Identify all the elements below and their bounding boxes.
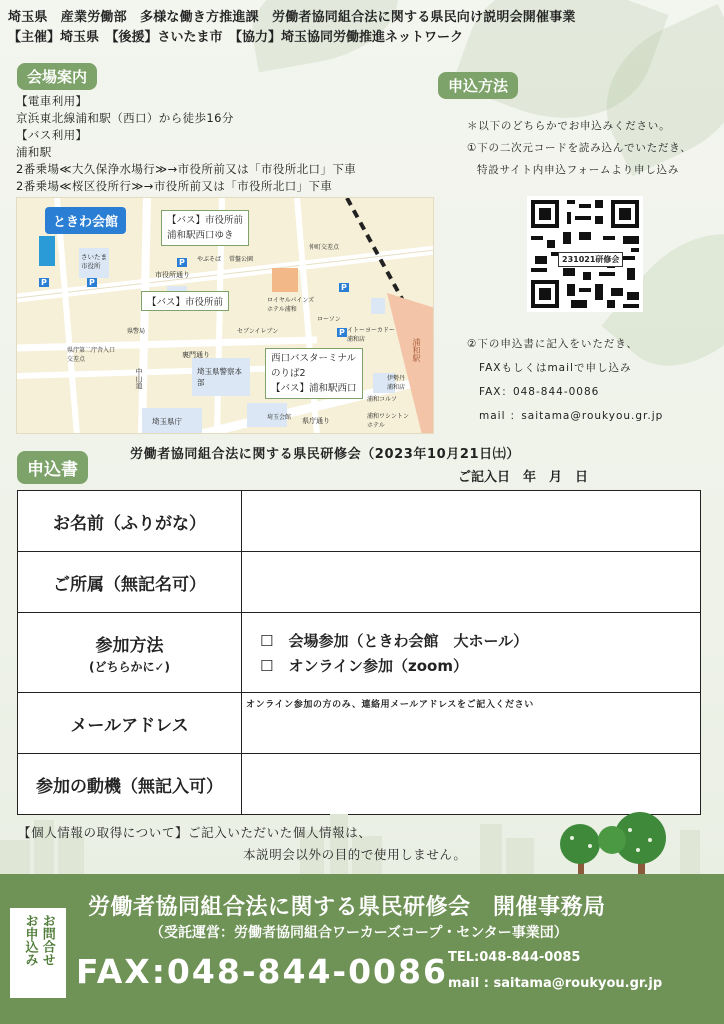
apply-instructions-2 xyxy=(467,332,663,428)
footer-subtitle: （受託運営：労働者協同組合ワーカーズコープ・センター事業団） xyxy=(150,925,568,941)
footer-fax: FAX:048-844-0086 xyxy=(76,952,448,991)
header-line-1: 埼玉県 産業労働部 多様な働き方推進課 労働者協同組合法に関する県民向け説明会開催事業 xyxy=(8,10,576,25)
map-label: やぶそば xyxy=(197,256,222,263)
apply-step1: ①下の二次元コードを読み込んでいただき、 xyxy=(467,142,692,154)
map-bus-label: 浦和駅西口ゆき xyxy=(167,230,234,241)
affiliation-label: ご所属（無記名可） xyxy=(18,552,242,613)
access-line: 京浜東北線浦和駅（西口）から徒歩16分 xyxy=(16,111,234,125)
map-label: イトーヨーカドー浦和店 xyxy=(347,327,395,343)
footer-mail[interactable]: mail : saitama@roukyou.gr.jp xyxy=(448,976,663,991)
parking-icon: P xyxy=(89,278,95,287)
privacy-notice xyxy=(18,822,466,866)
access-line: 浦和駅 xyxy=(16,145,52,159)
method-options xyxy=(242,613,701,693)
map-pref: 埼玉県庁 xyxy=(152,417,182,426)
privacy-line: 【個人情報の取得について】ご記入いただいた個人情報は、 xyxy=(18,825,372,840)
map-terminal-label: のりば2 xyxy=(271,368,306,379)
map-road-label: 県庁通り xyxy=(302,417,330,425)
method-label-text: 参加方法 xyxy=(95,635,164,656)
map-label: 県庁第二庁舎入口交差点 xyxy=(67,347,116,363)
map-terminal-label: 西口バスターミナル xyxy=(271,353,357,364)
map-label: 埼玉会館 xyxy=(267,414,292,421)
email-label: メールアドレス xyxy=(18,693,242,754)
map-label: 伊勢丹浦和店 xyxy=(387,375,406,391)
map-city-office: さいたま市役所 xyxy=(81,253,107,270)
map-label: 県警局 xyxy=(127,328,146,335)
parking-icon: P xyxy=(179,258,185,267)
apply-mail[interactable]: mail ：saitama@roukyou.gr.jp xyxy=(479,410,664,422)
map-label: ロイヤルパインズホテル浦和 xyxy=(267,297,315,313)
access-line: 2番乗場≪桜区役所行≫→市役所前又は「市役所北口」下車 xyxy=(16,179,333,193)
apply-heading: 申込方法 xyxy=(438,72,518,99)
qr-label: 231021研修会 xyxy=(558,252,623,267)
venue-heading: 会場案内 xyxy=(17,63,97,90)
map-bus-stop-2: 【バス】市役所前 xyxy=(141,291,229,311)
header-line-2: 【主催】埼玉県 【後援】さいたま市 【協力】埼玉協同労働推進ネットワーク xyxy=(8,30,464,45)
map-label: 浦和コルソ xyxy=(367,396,398,403)
apply-step2-detail: FAXもしくはmailで申し込み xyxy=(479,362,632,374)
apply-step1-detail: 特設サイト内申込フォームより申し込み xyxy=(477,164,680,176)
access-line: 【電車利用】 xyxy=(16,94,88,108)
name-field[interactable] xyxy=(242,491,701,552)
map-station: 浦和駅 xyxy=(412,338,421,362)
footer-title: 労働者協同組合法に関する県民研修会 開催事務局 xyxy=(88,895,606,920)
apply-instructions xyxy=(467,115,692,181)
map-bus-stop-1 xyxy=(161,210,249,246)
footer-tel[interactable]: TEL:048-844-0085 xyxy=(448,950,581,965)
map-hall-label: ときわ会館 xyxy=(45,207,126,234)
apply-step2: ②下の申込書に記入をいただき、 xyxy=(467,338,638,350)
email-note: オンライン参加の方のみ、連絡用メールアドレスをご記入ください xyxy=(246,700,534,710)
access-line: 2番乗場≪大久保浄水場行≫→市役所前又は「市役所北口」下車 xyxy=(16,162,357,176)
map-label: 常盤公園 xyxy=(229,256,254,263)
date-row: ご記入日 年 月 日 xyxy=(458,470,589,485)
form-title: 労働者協同組合法に関する県民研修会（2023年10月21日㈯） xyxy=(130,447,520,462)
parking-icon: P xyxy=(341,283,347,292)
access-info xyxy=(16,93,356,195)
map-road-label: 裏門通り xyxy=(182,351,210,359)
apply-fax: FAX：048-844-0086 xyxy=(479,386,600,398)
privacy-line: 本説明会以外の目的で使用しません。 xyxy=(243,847,467,862)
map-terminal xyxy=(265,348,363,399)
footer-tag-text: お問合せ xyxy=(39,914,55,966)
option-venue-checkbox[interactable]: ☐ 会場参加（ときわ会館 大ホール） xyxy=(260,631,529,650)
venue-map xyxy=(16,197,434,434)
method-label xyxy=(18,613,242,693)
map-road-label: 中山道 xyxy=(135,368,143,389)
email-field[interactable] xyxy=(242,693,701,754)
apply-intro: ＊以下のどちらかでお申込みください。 xyxy=(467,120,671,132)
footer-tag-text: お申込み xyxy=(22,914,38,966)
footer-tag xyxy=(10,908,66,998)
tree-illustration xyxy=(550,810,690,880)
map-police: 埼玉県警察本部 xyxy=(197,367,242,387)
application-form xyxy=(17,490,701,815)
map-label: 仲町交差点 xyxy=(309,244,340,251)
footer xyxy=(0,874,724,1024)
form-heading: 申込書 xyxy=(17,451,88,484)
map-label: セブンイレブン xyxy=(237,328,279,335)
motive-label: 参加の動機（無記入可） xyxy=(18,754,242,815)
map-terminal-label: 【バス】浦和駅西口 xyxy=(271,383,357,394)
parking-icon: P xyxy=(41,278,47,287)
map-label: ローソン xyxy=(317,316,341,323)
parking-icon: P xyxy=(339,328,345,337)
map-bus-label: 【バス】市役所前 xyxy=(167,215,244,226)
map-label: 浦和ワシントンホテル xyxy=(367,413,409,429)
affiliation-field[interactable] xyxy=(242,552,701,613)
access-line: 【バス利用】 xyxy=(16,128,88,142)
method-note: (どちらかに✓) xyxy=(88,659,171,674)
option-online-checkbox[interactable]: ☐ オンライン参加（zoom） xyxy=(260,656,468,675)
map-road-label: 市役所通り xyxy=(155,271,190,279)
name-label: お名前（ふりがな） xyxy=(18,491,242,552)
